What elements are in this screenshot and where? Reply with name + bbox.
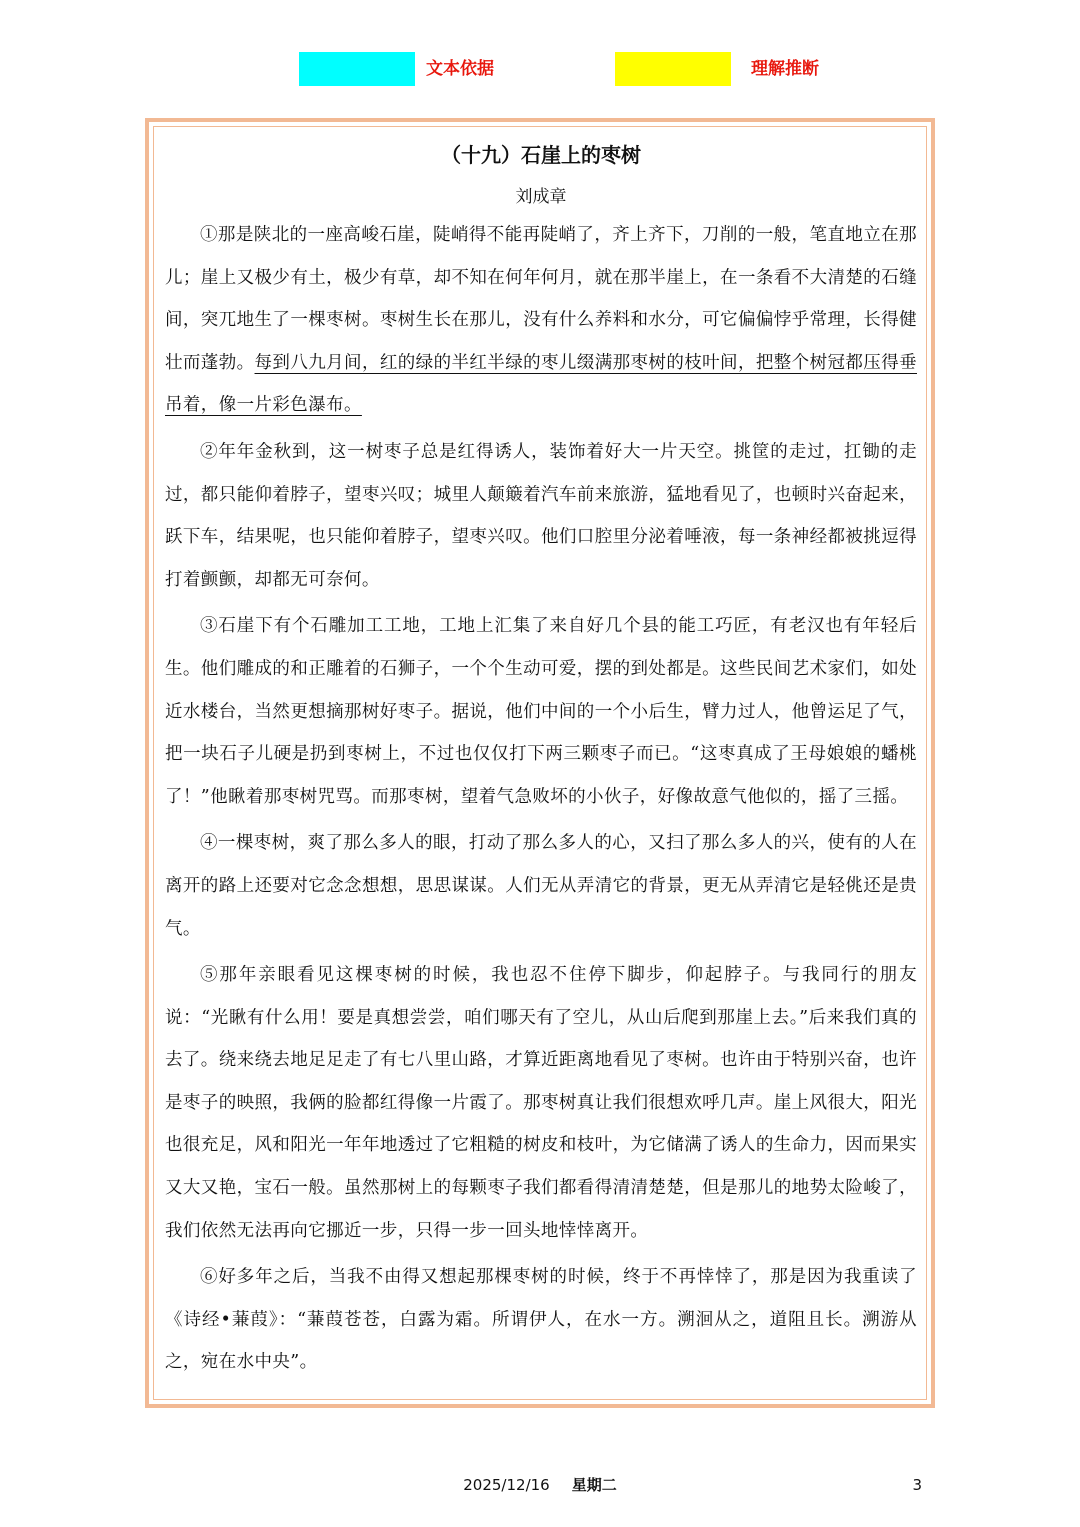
- article-author: 刘成章: [515, 187, 567, 207]
- page-number: 3: [912, 1476, 922, 1494]
- footer-date-value: 2025/12/16: [463, 1476, 550, 1494]
- paragraph-3: ③石崖下有个石雕加工工地，工地上汇集了来自好几个县的能工巧匠，有老汉也有年轻后生。他们雕成的和正雕着的石狮子，一个个生动可爱，摆的到处都是。这些民间艺术家们，如处近水楼台，当然更想摘那树好枣子。据说，他们中间的一个小后生，臂力过人，他曾运足了气，把一块石子儿硬是扔到枣树上，不过也仅仅打下两三颗枣子而已。“这枣真成了王母娘娘的蟠桃了！”他瞅着那枣树咒骂。而那枣树，望着气急败坏的小伙子，好像故意气他似的，摇了三摇。: [165, 616, 917, 807]
- paragraph-2: ②年年金秋到，这一树枣子总是红得诱人，装饰着好大一片天空。挑筐的走过，扛锄的走过，都只能仰着脖子，望枣兴叹；城里人颠簸着汽车前来旅游，猛地看见了，也顿时兴奋起来，跃下车，结果呢，也只能仰着脖子，望枣兴叹。他们口腔里分泌着唾液，每一条神经都被挑逗得打着颤颤，却都无可奈何。: [165, 441, 917, 590]
- paragraph-1-text: ①那是陕北的一座高峻石崖，陡峭得不能再陡峭了，齐上齐下，刀削的一般，笔直地立在那儿；崖上又极少有土，极少有草，却不知在何年何月，就在那半崖上，在一条看不大清楚的石缝间，突兀地生了一棵枣树。枣树生长在那儿，没有什么养料和水分，可它偏偏悖乎常理，长得健壮而蓬勃。: [165, 225, 917, 373]
- legend-label-inference: 理解推断: [751, 59, 819, 79]
- paragraph-1: [165, 214, 917, 427]
- paragraph-5: ⑤那年亲眼看见这棵枣树的时候，我也忍不住停下脚步，仰起脖子。与我同行的朋友说：“光瞅有什么用！要是真想尝尝，咱们哪天有了空儿，从山后爬到那崖上去。”后来我们真的去了。绕来绕去地足足走了有七八里山路，才算近距离地看见了枣树。也许由于特别兴奋，也许是枣子的映照，我俩的脸都红得像一片霞了。那枣树真让我们很想欢呼几声。崖上风很大，阳光也很充足，风和阳光一年年地透过了它粗糙的树皮和枝叶，为它储满了诱人的生命力，因而果实又大又艳，宝石一般。虽然那树上的每颗枣子我们都看得清清楚楚，但是那儿的地势太险峻了，我们依然无法再向它挪近一步，只得一步一回头地悻悻离开。: [165, 965, 917, 1241]
- legend-label-text-evidence: 文本依据: [426, 59, 494, 79]
- legend-bar: [0, 52, 1080, 86]
- article-content: [165, 140, 917, 1384]
- yellow-highlight-swatch: [615, 52, 731, 86]
- paragraph-6: ⑥好多年之后，当我不由得又想起那棵枣树的时候，终于不再悻悻了，那是因为我重读了《诗经•蒹葭》：“蒹葭苍苍，白露为霜。所谓伊人，在水一方。溯洄从之，道阻且长。溯游从之，宛在水中央”。: [165, 1267, 917, 1373]
- paragraph-1-underlined-text: 每到八九月间，红的绿的半红半绿的枣儿缀满那枣树的枝叶间，把整个树冠都压得垂吊着，像一片彩色瀑布。: [165, 352, 917, 416]
- paragraph-4: ④一棵枣树，爽了那么多人的眼，打动了那么多人的心，又扫了那么多人的兴，使有的人在离开的路上还要对它念念想想，思思谋谋。人们无从弄清它的背景，更无从弄清它是轻佻还是贵气。: [165, 833, 917, 939]
- article-title: （十九）石崖上的枣树: [441, 143, 641, 167]
- footer-weekday: 星期二: [571, 1476, 617, 1494]
- cyan-highlight-swatch: [299, 52, 415, 86]
